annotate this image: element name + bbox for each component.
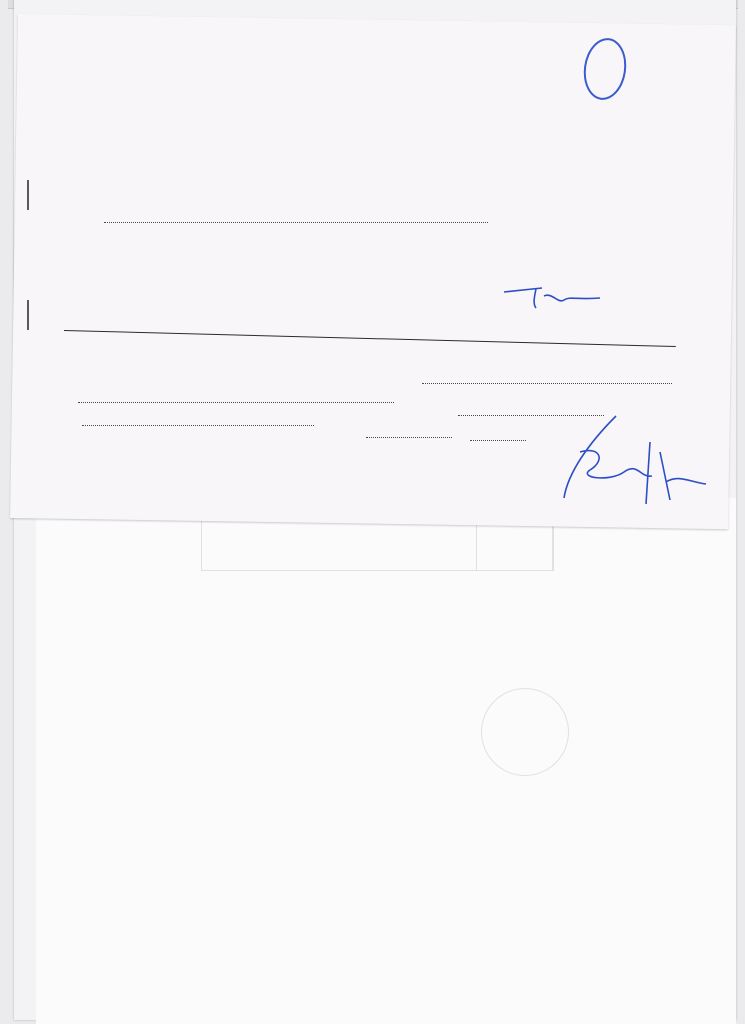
place-line (78, 402, 394, 403)
day-line (82, 425, 314, 426)
officer-signature (520, 412, 710, 512)
punch-hole-mark (27, 300, 29, 330)
underlying-sheet (36, 498, 736, 1024)
candidate-signature (500, 278, 604, 312)
punch-hole-mark (27, 180, 29, 210)
year-line (470, 440, 526, 441)
month-line (366, 437, 452, 438)
sworn-name-line (422, 383, 672, 384)
candidate-name-line (104, 222, 488, 223)
